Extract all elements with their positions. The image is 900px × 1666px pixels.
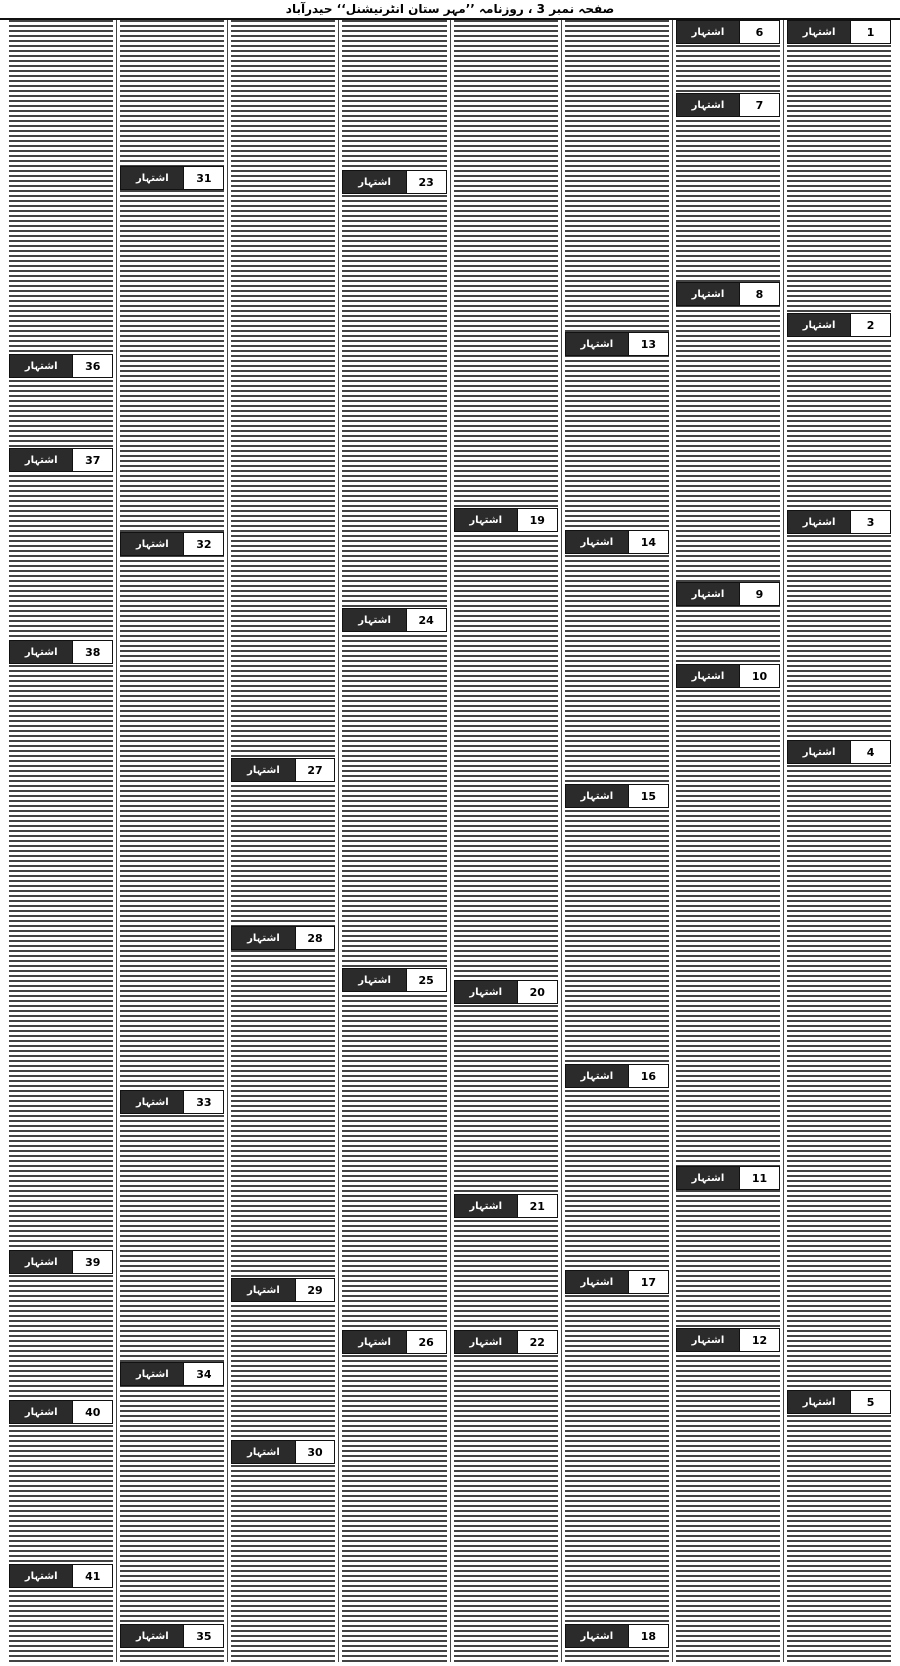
notice-label: اشتہار [566, 785, 628, 807]
text-block [120, 20, 224, 1662]
notice-box-18 [565, 1624, 669, 1648]
notice-box-14 [565, 530, 669, 554]
notice-box-33 [120, 1090, 224, 1114]
notice-box-26 [342, 1330, 446, 1354]
notice-label: اشتہار [343, 1331, 405, 1353]
notice-number: 38 [72, 641, 112, 663]
notice-label: اشتہار [788, 314, 850, 336]
notice-box-7 [676, 93, 780, 117]
notice-label: اشتہار [232, 927, 294, 949]
notice-label: اشتہار [10, 1401, 72, 1423]
notice-number: 11 [739, 1167, 779, 1189]
notice-number: 35 [183, 1625, 223, 1647]
notice-label: اشتہار [677, 94, 739, 116]
notice-box-40 [9, 1400, 113, 1424]
notice-number: 34 [183, 1363, 223, 1385]
notice-box-6 [676, 20, 780, 44]
notice-number: 17 [628, 1271, 668, 1293]
notice-number: 30 [295, 1441, 335, 1463]
notice-label: اشتہار [455, 981, 517, 1003]
notice-box-22 [454, 1330, 558, 1354]
notice-label: اشتہار [232, 1279, 294, 1301]
notice-box-32 [120, 532, 224, 556]
notice-number: 8 [739, 283, 779, 305]
notice-label: اشتہار [677, 283, 739, 305]
notice-number: 7 [739, 94, 779, 116]
notice-label: اشتہار [455, 1331, 517, 1353]
notice-box-34 [120, 1362, 224, 1386]
notice-box-41 [9, 1564, 113, 1588]
notice-box-5 [787, 1390, 891, 1414]
notice-label: اشتہار [566, 333, 628, 355]
notice-box-13 [565, 332, 669, 356]
page-header [0, 0, 900, 20]
notice-number: 13 [628, 333, 668, 355]
notice-box-15 [565, 784, 669, 808]
notice-number: 41 [72, 1565, 112, 1587]
notice-number: 29 [295, 1279, 335, 1301]
notice-box-39 [9, 1250, 113, 1274]
notice-number: 40 [72, 1401, 112, 1423]
notice-number: 27 [295, 759, 335, 781]
notice-number: 9 [739, 583, 779, 605]
notice-number: 32 [183, 533, 223, 555]
notice-label: اشتہار [10, 449, 72, 471]
column-1 [783, 20, 894, 1662]
notice-box-27 [231, 758, 335, 782]
notice-label: اشتہار [343, 171, 405, 193]
notice-number: 26 [406, 1331, 446, 1353]
notice-box-19 [454, 508, 558, 532]
notice-number: 1 [850, 21, 890, 43]
notice-box-11 [676, 1166, 780, 1190]
notice-number: 5 [850, 1391, 890, 1413]
notice-label: اشتہار [232, 759, 294, 781]
notice-label: اشتہار [566, 1065, 628, 1087]
notice-label: اشتہار [10, 355, 72, 377]
notice-number: 23 [406, 171, 446, 193]
notice-box-30 [231, 1440, 335, 1464]
text-block [676, 20, 780, 1662]
notice-box-37 [9, 448, 113, 472]
notice-label: اشتہار [566, 1271, 628, 1293]
notice-number: 22 [517, 1331, 557, 1353]
notice-number: 10 [739, 665, 779, 687]
notice-number: 25 [406, 969, 446, 991]
notice-label: اشتہار [232, 1441, 294, 1463]
column-5 [338, 20, 449, 1662]
column-3 [561, 20, 672, 1662]
column-6 [227, 20, 338, 1662]
notice-number: 33 [183, 1091, 223, 1113]
page-header-title: صفحہ نمبر 3 ، روزنامہ ’’مہر ستان انٹرنیشنل‘‘ حیدرآباد [285, 2, 615, 16]
notice-box-2 [787, 313, 891, 337]
notice-label: اشتہار [121, 1091, 183, 1113]
notice-number: 12 [739, 1329, 779, 1351]
notice-box-36 [9, 354, 113, 378]
notice-label: اشتہار [788, 1391, 850, 1413]
notice-label: اشتہار [566, 1625, 628, 1647]
notice-box-10 [676, 664, 780, 688]
notice-label: اشتہار [343, 609, 405, 631]
notice-box-23 [342, 170, 446, 194]
notice-label: اشتہار [121, 533, 183, 555]
notice-label: اشتہار [677, 1167, 739, 1189]
notice-label: اشتہار [10, 641, 72, 663]
notice-box-3 [787, 510, 891, 534]
notice-number: 20 [517, 981, 557, 1003]
column-4 [450, 20, 561, 1662]
notice-label: اشتہار [121, 1363, 183, 1385]
notice-label: اشتہار [10, 1565, 72, 1587]
notice-box-12 [676, 1328, 780, 1352]
notice-box-8 [676, 282, 780, 306]
notice-number: 36 [72, 355, 112, 377]
notice-box-4 [787, 740, 891, 764]
notice-number: 28 [295, 927, 335, 949]
notice-label: اشتہار [121, 167, 183, 189]
text-block [787, 20, 891, 1662]
notice-number: 14 [628, 531, 668, 553]
notice-number: 21 [517, 1195, 557, 1217]
notice-label: اشتہار [788, 511, 850, 533]
notice-box-20 [454, 980, 558, 1004]
notice-number: 24 [406, 609, 446, 631]
notice-box-31 [120, 166, 224, 190]
notice-box-38 [9, 640, 113, 664]
notice-label: اشتہار [10, 1251, 72, 1273]
notice-box-28 [231, 926, 335, 950]
notice-number: 39 [72, 1251, 112, 1273]
notice-number: 18 [628, 1625, 668, 1647]
notice-number: 4 [850, 741, 890, 763]
notice-number: 31 [183, 167, 223, 189]
text-block [454, 20, 558, 1662]
notice-box-1 [787, 20, 891, 44]
notice-label: اشتہار [343, 969, 405, 991]
notice-number: 19 [517, 509, 557, 531]
notice-box-35 [120, 1624, 224, 1648]
notice-box-21 [454, 1194, 558, 1218]
text-block [342, 20, 446, 1662]
notice-number: 2 [850, 314, 890, 336]
notice-box-29 [231, 1278, 335, 1302]
notice-label: اشتہار [455, 1195, 517, 1217]
notice-box-9 [676, 582, 780, 606]
notice-label: اشتہار [677, 1329, 739, 1351]
notice-label: اشتہار [121, 1625, 183, 1647]
notice-box-24 [342, 608, 446, 632]
notice-label: اشتہار [677, 665, 739, 687]
notice-number: 3 [850, 511, 890, 533]
text-block [231, 20, 335, 1662]
notice-label: اشتہار [566, 531, 628, 553]
notice-box-17 [565, 1270, 669, 1294]
notice-label: اشتہار [677, 21, 739, 43]
notice-box-16 [565, 1064, 669, 1088]
column-8 [6, 20, 116, 1662]
columns-container [6, 20, 894, 1662]
column-7 [116, 20, 227, 1662]
notice-number: 15 [628, 785, 668, 807]
notice-number: 37 [72, 449, 112, 471]
notice-number: 6 [739, 21, 779, 43]
text-block [565, 20, 669, 1662]
notice-label: اشتہار [788, 741, 850, 763]
notice-label: اشتہار [455, 509, 517, 531]
notice-label: اشتہار [677, 583, 739, 605]
notice-number: 16 [628, 1065, 668, 1087]
notice-label: اشتہار [788, 21, 850, 43]
column-2 [672, 20, 783, 1662]
notice-box-25 [342, 968, 446, 992]
